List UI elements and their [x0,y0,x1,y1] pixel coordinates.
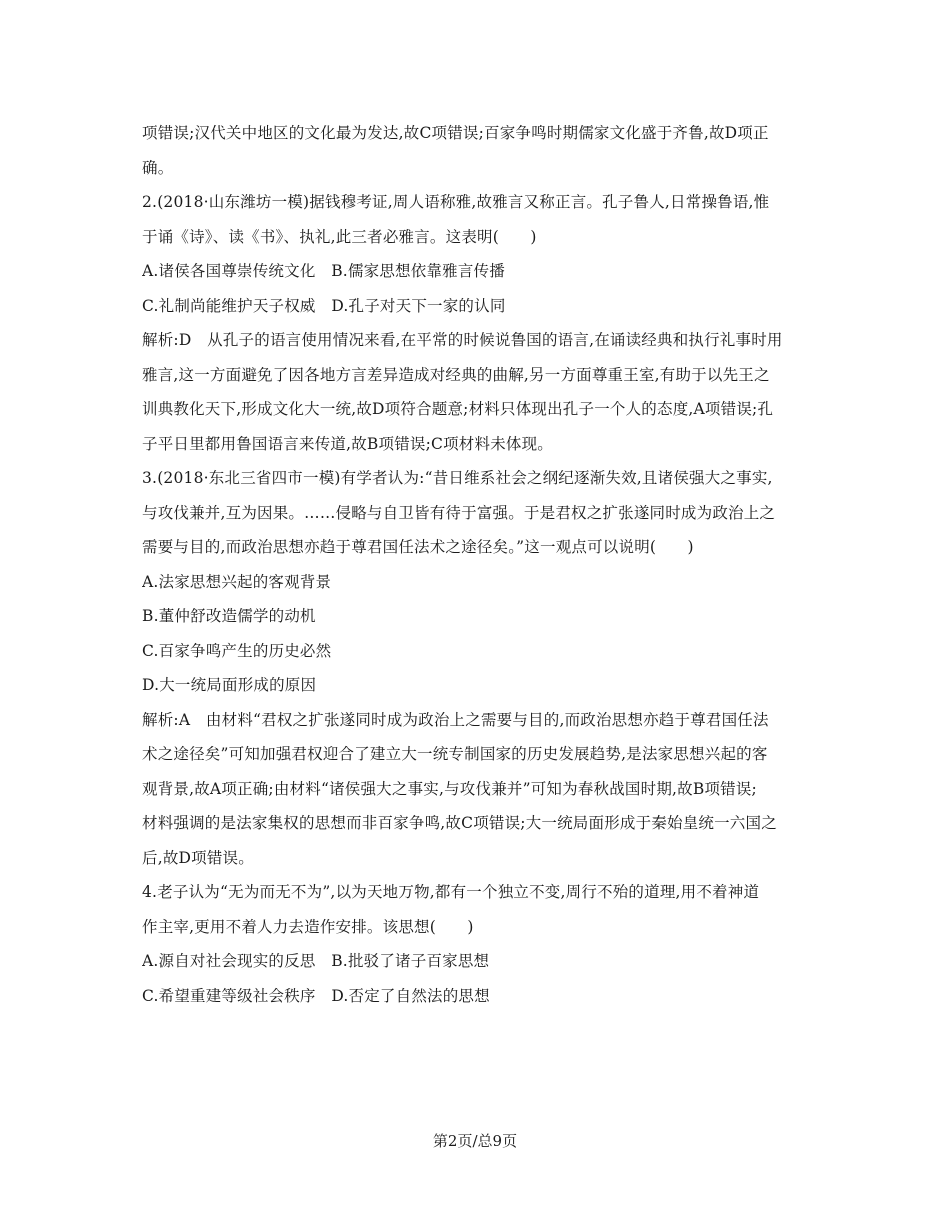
question-4-stem: 作主宰,更用不着人力去造作安排。该思想( ) [142,917,474,936]
question-2-analysis: 雅言,这一方面避免了因各地方言差异造成对经典的曲解,另一方面尊重王室,有助于以先王之 [142,365,770,384]
question-2-stem: 2.(2018·山东潍坊一模)据钱穆考证,周人语称雅,故雅言又称正言。孔子鲁人,日常操鲁语,惟 [142,193,770,211]
question-3-analysis: 解析:A 由材料“君权之扩张遂同时成为政治上之需要与目的,而政治思想亦趋于尊君国任法 [142,710,769,729]
text-line: 项错误;汉代关中地区的文化最为发达,故C项错误;百家争鸣时期儒家文化盛于齐鲁,故D项正 [142,124,769,142]
document-body [142,116,818,1013]
question-2-analysis: 解析:D 从孔子的语言使用情况来看,在平常的时候说鲁国的语言,在诵读经典和执行礼事时用 [142,331,783,349]
question-3-option-c: C.百家争鸣产生的历史必然 [142,641,332,660]
question-4-options: A.源自对社会现实的反思 B.批驳了诸子百家思想 [142,952,490,970]
question-4-stem: 4.老子认为“无为而无不为”,以为天地万物,都有一个独立不变,周行不殆的道理,用不着神道 [142,883,760,901]
question-4-options: C.希望重建等级社会秩序 D.否定了自然法的思想 [142,986,490,1005]
question-2-analysis: 训典教化天下,形成文化大一统,故D项符合题意;材料只体现出孔子一个人的态度,A项错误;孔 [142,400,774,418]
question-3-option-b: B.董仲舒改造儒学的动机 [142,607,316,625]
question-3-analysis: 材料强调的是法家集权的思想而非百家争鸣,故C项错误;大一统局面形成于秦始皇统一六国之 [142,814,777,832]
question-3-analysis: 后,故D项错误。 [142,848,254,867]
question-2-analysis: 子平日里都用鲁国语言来传道,故B项错误;C项材料未体现。 [142,434,554,453]
question-3-stem: 需要与目的,而政治思想亦趋于尊君国任法术之途径矣。”这一观点可以说明( ) [142,538,694,556]
page-number: 第2页/总9页 [432,1132,518,1150]
question-2-options: A.诸侯各国尊崇传统文化 B.儒家思想依靠雅言传播 [142,262,505,280]
question-3-stem: 3.(2018·东北三省四市一模)有学者认为:“昔日维系社会之纲纪逐渐失效,且诸侯强大之事实, [142,469,773,487]
question-2-stem: 于诵《诗》、读《书》、执礼,此三者必雅言。这表明( ) [142,227,537,246]
question-3-stem: 与攻伐兼并,互为因果。……侵略与自卫皆有待于富强。于是君权之扩张遂同时成为政治上之 [142,503,776,522]
question-3-option-d: D.大一统局面形成的原因 [142,676,317,694]
question-3-analysis: 观背景,故A项正确;由材料“诸侯强大之事实,与攻伐兼并”可知为春秋战国时期,故B项错误; [142,779,757,798]
question-3-option-a: A.法家思想兴起的客观背景 [142,572,332,591]
text-line: 确。 [142,158,174,177]
question-3-analysis: 术之途径矣”可知加强君权迎合了建立大一统专制国家的历史发展趋势,是法家思想兴起的客 [142,745,768,763]
question-2-options: C.礼制尚能维护天子权威 D.孔子对天下一家的认同 [142,296,506,315]
